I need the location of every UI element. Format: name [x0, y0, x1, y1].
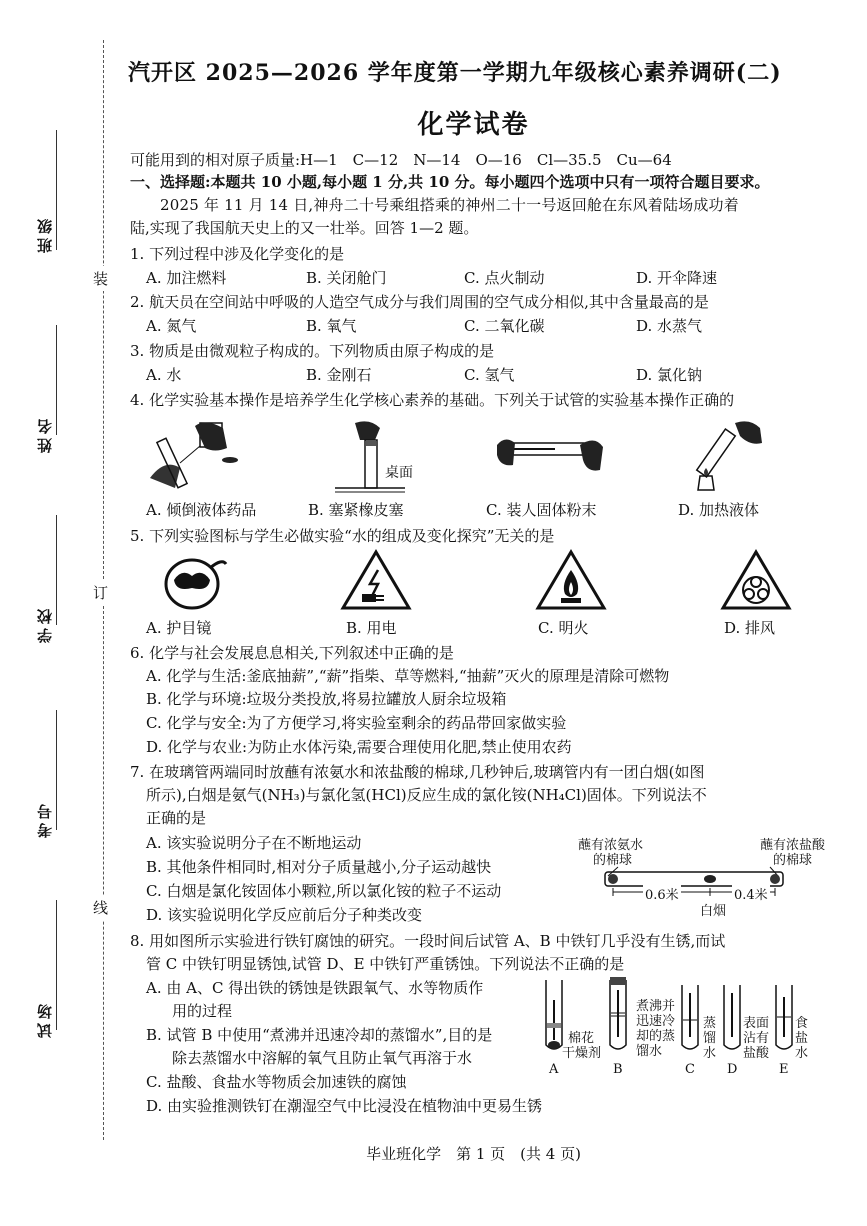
q4-figure-b-label: 桌面: [385, 465, 413, 481]
q7-left-label-1: 蘸有浓氨水: [578, 838, 644, 853]
q8-option-b[interactable]: B. 试管 B 中使用“煮沸并迅速冷却的蒸馏水”,目的是: [146, 1026, 493, 1044]
page-footer: 毕业班化学 第 1 页 (共 4 页): [366, 1145, 581, 1163]
q8-label-desiccant: 干燥剂: [562, 1046, 602, 1061]
q8-label-salt-1: 食: [795, 1016, 809, 1031]
q7-option-b[interactable]: B. 其他条件相同时,相对分子质量越小,分子运动越快: [146, 858, 492, 876]
q8-stem-line-2: 管 C 中铁钉明显锈蚀,试管 D、E 中铁钉严重锈蚀。下列说法不正确的是: [146, 955, 625, 973]
q6-option-d[interactable]: D. 化学与农业:为防止水体污染,需要合理使用化肥,禁止使用农药: [146, 738, 572, 756]
q1-option-c[interactable]: C. 点火制动: [464, 269, 545, 287]
q4-figure-a-pouring: [145, 418, 245, 498]
q4-figure-d-heating: [690, 418, 770, 498]
q8-label-cotton: 棉花: [568, 1031, 595, 1046]
q6-option-b[interactable]: B. 化学与环境:垃圾分类投放,将易拉罐放人厨余垃圾箱: [146, 690, 507, 708]
exam-subtitle: 化学试卷: [417, 110, 530, 140]
exam-number-label: 考号: [36, 800, 54, 838]
binding-char-xian: 线: [93, 895, 108, 920]
q6-stem: 6. 化学与社会发展息息相关,下列叙述中正确的是: [130, 644, 454, 662]
q8-tube-label-d: D: [727, 1062, 738, 1077]
q4-option-a[interactable]: A. 倾倒液体药品: [146, 501, 257, 519]
q8-label-distilled-2: 馏: [703, 1031, 717, 1046]
q5-option-a[interactable]: A. 护目镜: [146, 619, 212, 637]
q4-option-d[interactable]: D. 加热液体: [678, 501, 760, 519]
q7-smoke-label: 白烟: [700, 904, 727, 919]
q7-left-label-2: 的棉球: [593, 853, 633, 868]
exam-title: 汽开区 2025—2026 学年度第一学期九年级核心素养调研(二): [128, 60, 782, 86]
q2-option-c[interactable]: C. 二氧化碳: [464, 317, 545, 335]
school-label: 学校: [36, 605, 54, 643]
q5-stem: 5. 下列实验图标与学生必做实验“水的组成及变化探究”无关的是: [130, 527, 555, 545]
class-label: 班级: [36, 215, 54, 253]
q8-label-boiled-4: 馏水: [636, 1044, 663, 1059]
q7-option-c[interactable]: C. 白烟是氯化铵固体小颗粒,所以氯化铵的粒子不运动: [146, 882, 502, 900]
q4-option-b[interactable]: B. 塞紧橡皮塞: [308, 501, 404, 519]
q2-option-b[interactable]: B. 氧气: [306, 317, 357, 335]
q7-option-a[interactable]: A. 该实验说明分子在不断地运动: [146, 834, 362, 852]
exam-room-label: 试场: [36, 1000, 54, 1038]
q8-option-c[interactable]: C. 盐酸、食盐水等物质会加速铁的腐蚀: [146, 1073, 407, 1091]
q4-figure-c-powder: [495, 425, 605, 495]
q8-tube-label-b: B: [613, 1062, 623, 1077]
q8-tube-label-c: C: [685, 1062, 695, 1077]
q7-option-d[interactable]: D. 该实验说明化学反应前后分子种类改变: [146, 906, 423, 924]
q3-option-a[interactable]: A. 水: [146, 366, 182, 384]
q4-stem: 4. 化学实验基本操作是培养学生化学核心素养的基础。下列关于试管的实验基本操作正确的: [130, 391, 735, 409]
binding-char-zhuang: 装: [93, 266, 108, 291]
section-heading: 一、选择题:本题共 10 小题,每小题 1 分,共 10 分。每小题四个选项中只有一项符合题目要求。: [130, 173, 770, 191]
q3-stem: 3. 物质是由微观粒子构成的。下列物质由原子构成的是: [130, 342, 495, 360]
q8-label-hcl-3: 盐酸: [743, 1046, 770, 1061]
q5-option-d[interactable]: D. 排风: [724, 619, 776, 637]
goggles-icon: [160, 550, 230, 615]
q8-label-hcl-1: 表面: [743, 1016, 770, 1031]
q4-option-c[interactable]: C. 装人固体粉末: [486, 501, 597, 519]
q8-label-salt-3: 水: [795, 1046, 809, 1061]
q7-distance-left: 0.6米: [643, 884, 681, 903]
electricity-icon: [340, 548, 412, 612]
q7-stem-line-3: 正确的是: [146, 809, 207, 827]
intro-line-1: 2025 年 11 月 14 日,神舟二十号乘组搭乘的神州二十一号返回舱在东风着陆场成功着: [160, 196, 739, 214]
q5-option-b[interactable]: B. 用电: [346, 619, 397, 637]
q2-stem: 2. 航天员在空间站中呼吸的人造空气成分与我们周围的空气成分相似,其中含量最高的是: [130, 293, 709, 311]
q8-option-a-cont: 用的过程: [172, 1002, 233, 1020]
q8-tube-label-a: A: [549, 1062, 559, 1077]
q3-option-d[interactable]: D. 氯化钠: [636, 366, 703, 384]
q7-right-label-1: 蘸有浓盐酸: [760, 838, 826, 853]
q8-label-distilled-3: 水: [703, 1046, 717, 1061]
q8-label-hcl-2: 沾有: [743, 1031, 770, 1046]
atomic-masses: 可能用到的相对原子质量:H—1 C—12 N—14 O—16 Cl—35.5 Cu—64: [130, 151, 672, 169]
q8-label-boiled-1: 煮沸并: [636, 999, 676, 1014]
q7-stem-line-1: 7. 在玻璃管两端同时放蘸有浓氨水和浓盐酸的棉球,几秒钟后,玻璃管内有一团白烟(如图: [130, 763, 705, 781]
q8-option-d[interactable]: D. 由实验推测铁钉在潮湿空气中比浸没在植物油中更易生锈: [146, 1097, 543, 1115]
q6-option-a[interactable]: A. 化学与生活:釜底抽薪”,“薪”指柴、草等燃料,“抽薪”灭火的原理是清除可燃物: [146, 667, 670, 685]
ventilation-fan-icon: [720, 548, 792, 612]
q7-distance-right: 0.4米: [732, 884, 770, 903]
q1-option-a[interactable]: A. 加注燃料: [146, 269, 227, 287]
q8-option-b-cont: 除去蒸馏水中溶解的氧气且防止氧气再溶于水: [172, 1049, 473, 1067]
binding-char-ding: 订: [93, 580, 108, 605]
q3-option-c[interactable]: C. 氢气: [464, 366, 515, 384]
q2-option-a[interactable]: A. 氮气: [146, 317, 197, 335]
q1-stem: 1. 下列过程中涉及化学变化的是: [130, 245, 345, 263]
q7-stem-line-2: 所示),白烟是氨气(NH₃)与氯化氢(HCl)反应生成的氯化铵(NH₄Cl)固体。下列说法不: [146, 786, 707, 804]
q1-option-b[interactable]: B. 关闭舱门: [306, 269, 387, 287]
q8-tube-label-e: E: [779, 1062, 789, 1077]
q6-option-c[interactable]: C. 化学与安全:为了方便学习,将实验室剩余的药品带回家做实验: [146, 714, 567, 732]
q7-right-label-2: 的棉球: [773, 853, 813, 868]
q1-option-d[interactable]: D. 开伞降速: [636, 269, 718, 287]
open-flame-icon: [535, 548, 607, 612]
q8-stem-line-1: 8. 用如图所示实验进行铁钉腐蚀的研究。一段时间后试管 A、B 中铁钉几乎没有生锈,而试: [130, 932, 726, 950]
q8-label-salt-2: 盐: [795, 1031, 809, 1046]
q8-option-a[interactable]: A. 由 A、C 得出铁的锈蚀是铁跟氧气、水等物质作: [146, 979, 484, 997]
q3-option-b[interactable]: B. 金刚石: [306, 366, 372, 384]
q2-option-d[interactable]: D. 水蒸气: [636, 317, 703, 335]
intro-line-2: 陆,实现了我国航天史上的又一壮举。回答 1—2 题。: [130, 219, 479, 237]
q8-label-boiled-2: 迅速冷: [636, 1014, 676, 1029]
q4-figure-b-stopper: [335, 418, 405, 498]
name-label: 姓名: [36, 415, 54, 453]
q8-label-distilled-1: 蒸: [703, 1016, 717, 1031]
q5-option-c[interactable]: C. 明火: [538, 619, 589, 637]
q8-label-boiled-3: 却的蒸: [636, 1029, 676, 1044]
